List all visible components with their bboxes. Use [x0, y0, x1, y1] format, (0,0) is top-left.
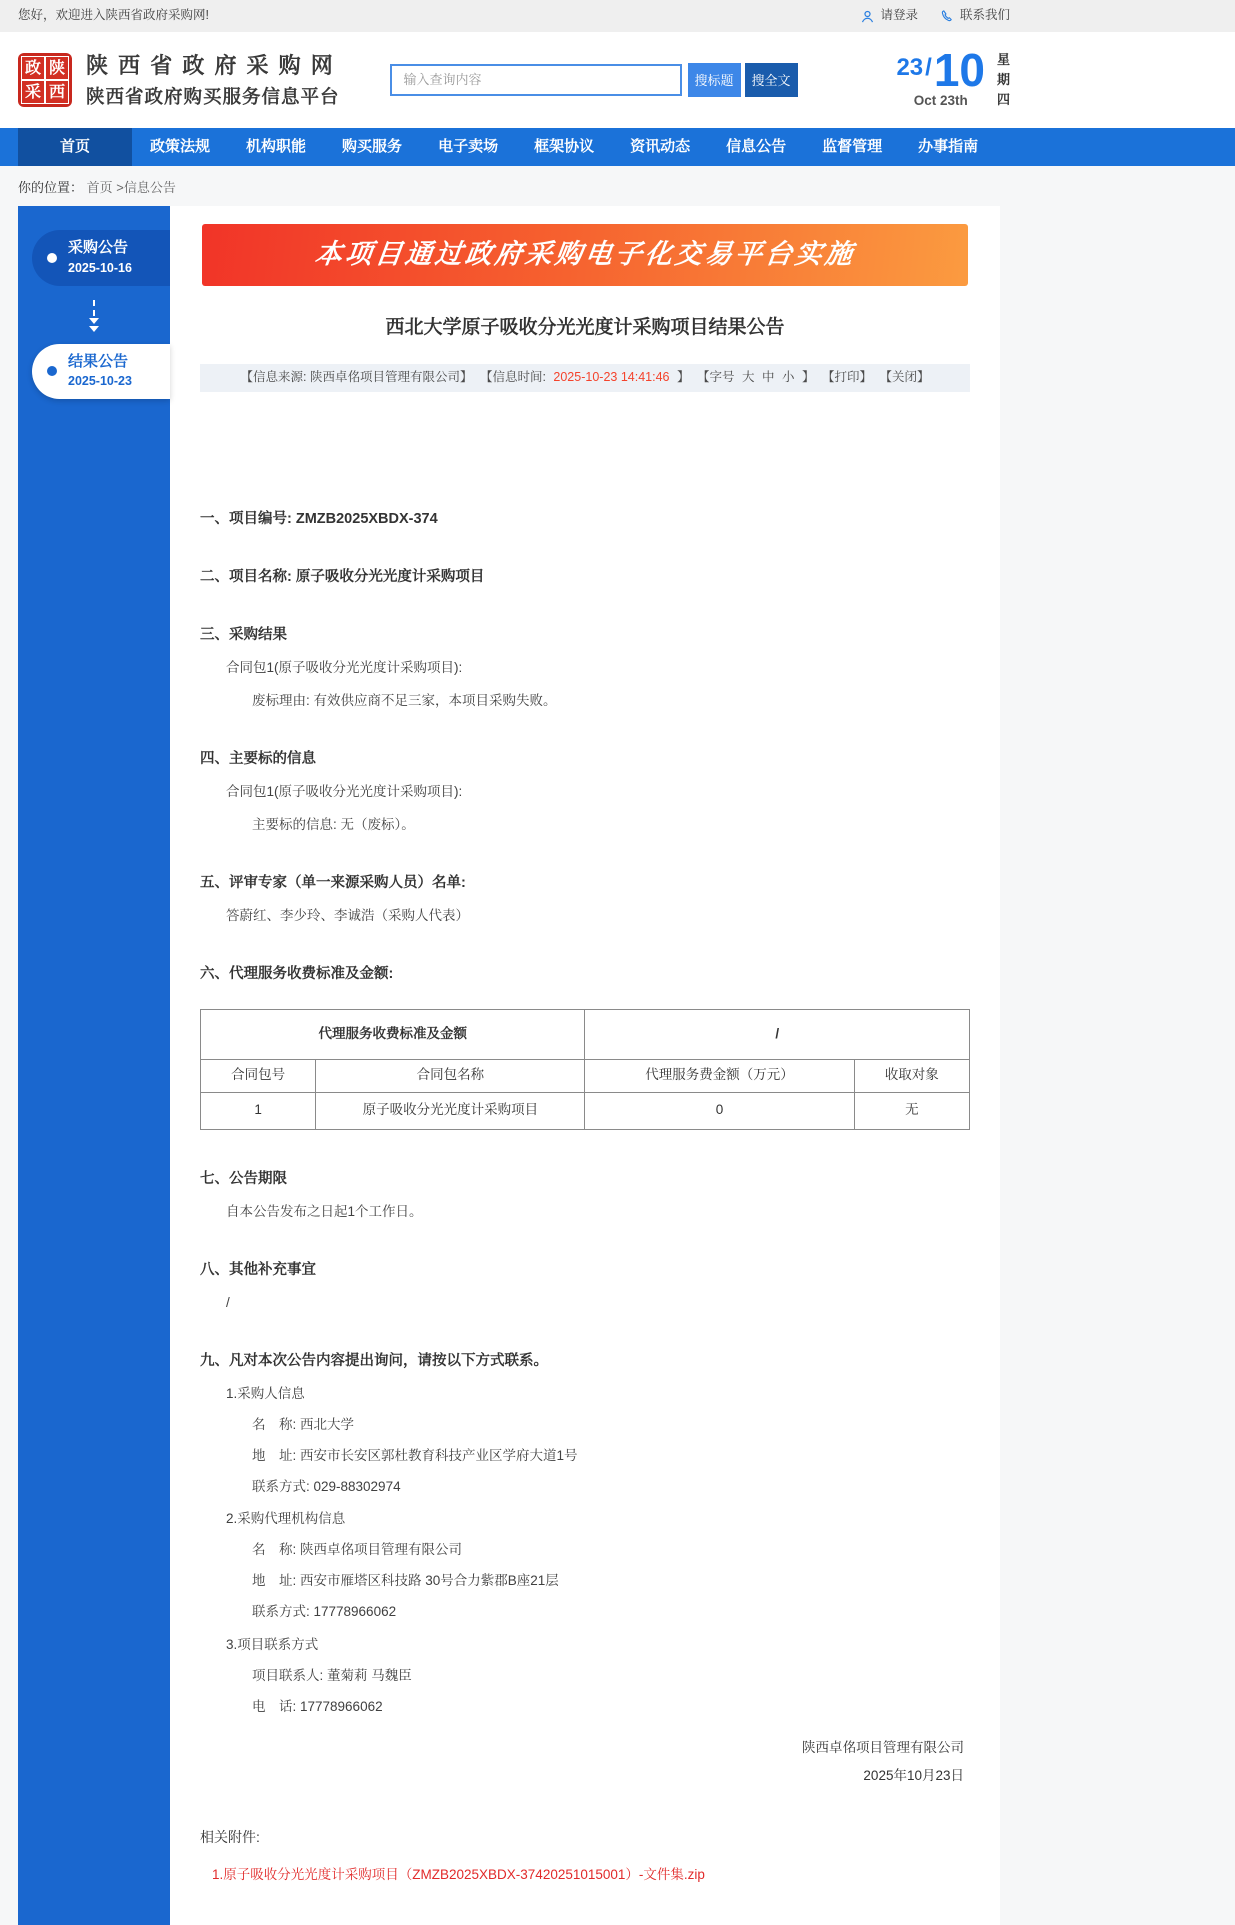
fee-table-data-row	[201, 1092, 970, 1129]
section-experts	[200, 874, 970, 925]
section-main-bid-info	[200, 750, 970, 834]
contact-text: 名 称: 西北大学	[252, 1416, 355, 1432]
contact-text: 地 址: 西安市长安区郭杜教育科技产业区学府大道1号	[252, 1447, 578, 1463]
timeline-dot	[47, 366, 57, 376]
site-header	[0, 32, 1235, 128]
user-icon	[860, 9, 875, 24]
contact-text: 项目联系人: 董菊莉 马魏臣	[252, 1667, 412, 1683]
section-contacts	[200, 1352, 970, 1716]
top-bar	[0, 0, 1235, 32]
fee-table-cell: 无	[854, 1092, 969, 1129]
section-heading: 四、主要标的信息	[200, 750, 316, 767]
date-widget	[896, 43, 1010, 110]
section-text: 合同包1(原子吸收分光光度计采购项目):	[226, 660, 463, 675]
logo-char: 政	[22, 57, 44, 79]
nav-item-announcements[interactable]: 信息公告	[726, 137, 787, 155]
search-title-button[interactable]: 搜标题	[688, 63, 741, 97]
fee-table-cell: 原子吸收分光光度计采购项目	[316, 1092, 585, 1129]
nav-item-supervision[interactable]: 监督管理	[822, 137, 883, 155]
section-heading: 九、凡对本次公告内容提出询问，请按以下方式联系。	[200, 1352, 548, 1369]
weekday-label	[997, 50, 1010, 110]
fee-table-cell: 0	[585, 1092, 854, 1129]
timeline-sidebar	[18, 206, 170, 1925]
section-other-matters	[200, 1261, 970, 1312]
section-announcement-period	[200, 1170, 970, 1221]
section-heading: 三、采购结果	[200, 626, 287, 643]
fee-table-cell: 1	[201, 1092, 316, 1129]
contact-title: 2.采购代理机构信息	[226, 1511, 346, 1527]
nav-item-news[interactable]: 资讯动态	[630, 137, 691, 155]
contact-block-agency	[200, 1511, 970, 1621]
date-english: Oct 23th	[913, 92, 968, 108]
banner-text: 本项目通过政府采购电子化交易平台实施	[313, 239, 857, 270]
section-text: 废标理由: 有效供应商不足三家，本项目采购失败。	[252, 692, 557, 708]
section-text: 主要标的信息: 无（废标）。	[252, 816, 415, 832]
contact-us-link[interactable]	[940, 8, 1010, 24]
logo-char: 采	[22, 81, 44, 103]
print-button[interactable]: 【打印】	[821, 370, 872, 384]
fee-table-merged-row	[201, 1009, 970, 1059]
info-time-close: 】	[676, 370, 690, 384]
info-time-value: 2025-10-23 14:41:46	[553, 370, 670, 384]
breadcrumb-label: 你的位置：	[18, 180, 84, 195]
section-project-name	[200, 568, 970, 586]
contact-title: 1.采购人信息	[226, 1385, 305, 1401]
nav-item-home[interactable]: 首页	[18, 128, 132, 166]
fee-table-header-cell: 收取对象	[854, 1059, 969, 1092]
contact-us-label: 联系我们	[959, 8, 1010, 23]
date-month: 10	[933, 43, 985, 96]
search-fulltext-button[interactable]: 搜全文	[745, 63, 798, 97]
contact-text: 名 称: 陕西卓佲项目管理有限公司	[252, 1542, 463, 1558]
nav-item-guide[interactable]: 办事指南	[918, 137, 979, 155]
login-link[interactable]	[860, 8, 918, 24]
attachments-label: 相关附件:	[200, 1829, 260, 1846]
contact-block-project	[200, 1637, 970, 1716]
fee-table-header-cell: 代理服务费金额（万元）	[585, 1059, 854, 1092]
contact-block-purchaser	[200, 1386, 970, 1496]
weekday-char: 四	[996, 92, 1010, 108]
site-subtitle: 陕西省政府购买服务信息平台	[86, 85, 340, 107]
fontsize-close: 】	[801, 370, 815, 384]
section-heading: 二、项目名称: 原子吸收分光光度计采购项目	[200, 568, 485, 585]
site-title: 陕 西 省 政 府 采 购 网	[86, 53, 335, 79]
contact-text: 地 址: 西安市雁塔区科技路 30号合力紫郡B座21层	[252, 1573, 559, 1589]
timeline-dot	[47, 253, 57, 263]
fontsize-medium-button[interactable]: 中	[761, 370, 775, 384]
weekday-char: 期	[996, 71, 1010, 87]
search-input[interactable]	[390, 64, 682, 96]
fee-table-merged-value: /	[585, 1009, 970, 1059]
timeline-arrow-down-icon	[87, 300, 101, 332]
sidebar-item-date: 2025-10-23	[68, 374, 132, 389]
signature-block	[200, 1740, 970, 1786]
login-label: 请登录	[880, 8, 918, 23]
sidebar-item-label: 结果公告	[68, 352, 129, 370]
nav-item-policies[interactable]: 政策法规	[150, 137, 211, 155]
welcome-text: 您好，欢迎进入陕西省政府采购网!	[18, 8, 209, 23]
section-heading: 六、代理服务收费标准及金额:	[200, 965, 394, 982]
section-text: 答蔚红、李少玲、李诚浩（采购人代表）	[226, 907, 469, 923]
fee-table-header-row	[201, 1059, 970, 1092]
section-agency-fee	[200, 965, 970, 1130]
main-nav	[0, 128, 1235, 166]
nav-item-framework[interactable]: 框架协议	[534, 137, 595, 155]
logo-char: 西	[46, 81, 68, 103]
fontsize-small-button[interactable]: 小	[781, 370, 795, 384]
date-day: 23	[896, 53, 924, 81]
site-logo[interactable]	[18, 53, 72, 107]
section-heading: 五、评审专家（单一来源采购人员）名单:	[200, 874, 466, 891]
section-procurement-result	[200, 626, 970, 710]
nav-item-purchase-services[interactable]: 购买服务	[342, 137, 403, 155]
fontsize-label: 【字号	[696, 370, 735, 384]
section-text: 合同包1(原子吸收分光光度计采购项目):	[226, 783, 463, 799]
info-time-label: 【信息时间:	[479, 370, 546, 384]
signature-date: 2025年10月23日	[863, 1768, 964, 1784]
section-heading: 八、其他补充事宜	[200, 1261, 316, 1278]
contact-text: 联系方式: 17778966062	[252, 1604, 397, 1619]
fee-table	[200, 1009, 970, 1130]
fee-table-merged-title: 代理服务收费标准及金额	[201, 1009, 585, 1059]
breadcrumb	[18, 166, 1010, 206]
contact-text: 电 话: 17778966062	[252, 1698, 383, 1714]
article-body	[200, 510, 970, 1885]
fontsize-large-button[interactable]: 大	[741, 370, 755, 384]
nav-item-e-mall[interactable]: 电子卖场	[438, 137, 499, 155]
phone-icon	[940, 9, 955, 24]
fee-table-header-cell: 合同包号	[201, 1059, 316, 1092]
breadcrumb-current[interactable]: >信息公告	[116, 180, 176, 195]
contact-title: 3.项目联系方式	[226, 1636, 319, 1652]
section-heading: 七、公告期限	[200, 1170, 287, 1187]
attachment-zip-link[interactable]: 1.原子吸收分光光度计采购项目（ZMZB2025XBDX-37420251015001）-文件集.zip	[212, 1866, 705, 1882]
date-separator: /	[925, 53, 932, 81]
breadcrumb-home-link[interactable]: 首页	[86, 180, 113, 195]
platform-banner	[202, 224, 968, 286]
article-meta-bar	[200, 364, 970, 392]
announcement-article	[170, 206, 1000, 1925]
section-text: 自本公告发布之日起1个工作日。	[226, 1203, 423, 1219]
sidebar-item-purchase-announcement[interactable]	[32, 230, 170, 285]
sidebar-item-label: 采购公告	[68, 239, 129, 257]
nav-item-functions[interactable]: 机构职能	[246, 137, 307, 155]
section-heading: 一、项目编号: ZMZB2025XBDX-374	[200, 510, 438, 527]
section-text: /	[226, 1294, 230, 1310]
info-source: 【信息来源: 陕西卓佲项目管理有限公司】	[240, 370, 473, 384]
section-project-number	[200, 510, 970, 528]
weekday-char: 星	[996, 51, 1010, 67]
contact-text: 联系方式: 029-88302974	[252, 1478, 401, 1494]
close-button[interactable]: 【关闭】	[879, 370, 930, 384]
logo-char: 陕	[46, 57, 68, 79]
sidebar-item-date: 2025-10-16	[68, 261, 132, 275]
attachments-section	[200, 1829, 970, 1885]
fee-table-header-cell: 合同包名称	[316, 1059, 585, 1092]
signature-company: 陕西卓佲项目管理有限公司	[802, 1739, 964, 1755]
sidebar-item-result-announcement[interactable]	[32, 344, 170, 399]
page-title: 西北大学原子吸收分光光度计采购项目结果公告	[385, 317, 785, 339]
